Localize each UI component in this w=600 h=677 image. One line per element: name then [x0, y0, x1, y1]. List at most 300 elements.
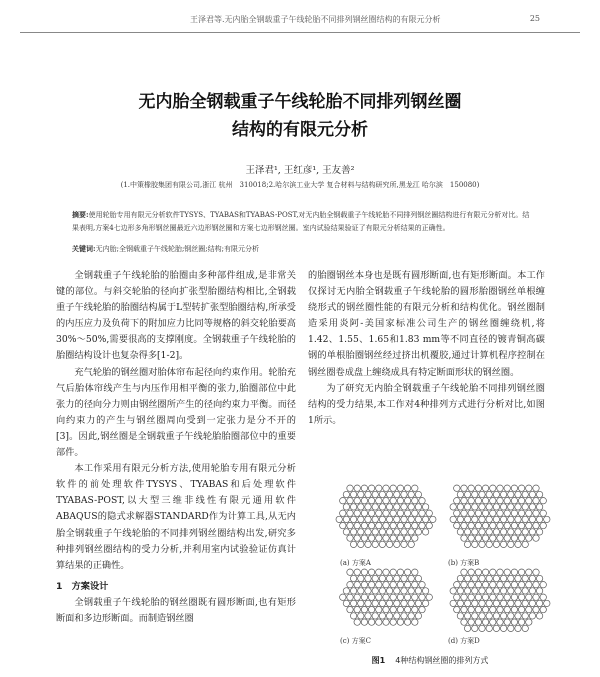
figure-title: 4种结构钢丝圈的排列方式 [395, 656, 489, 665]
wire-section [454, 594, 460, 600]
wire-section [390, 582, 396, 588]
wire-section [379, 504, 385, 510]
wire-section [365, 600, 371, 606]
wire-section [526, 535, 532, 541]
wire-section [515, 541, 521, 547]
affiliation: (1.中策橡胶集团有限公司,浙江 杭州 310018;2.哈尔滨工业大学 复合材料与结构研究所,黑龙江 哈尔滨 150080) [120, 181, 480, 189]
wire-section [540, 498, 546, 504]
wire-section [482, 522, 488, 528]
wire-section [508, 504, 514, 510]
wire-section [372, 529, 378, 535]
wire-section [343, 491, 349, 497]
wire-section [522, 541, 528, 547]
wire-section [368, 510, 374, 516]
title-line-2: 结构的有限元分析 [232, 120, 368, 140]
wire-section [511, 569, 517, 575]
wire-section [504, 485, 510, 491]
abstract-text: 使用轮胎专用有限元分析软件TYSYS、TYABAS和TYABAS-POST,对无内胎全钢载重子午线轮胎不同排列钢丝圈结构进行有限元分析对比。结果表明,方案4七边形多角形钢丝圈最近六边形钢丝圈和方案七边形钢丝圈。室内试验结果验证了有限元分析结果的正确性。 [72, 211, 530, 232]
wire-section [379, 529, 385, 535]
wire-section [422, 516, 428, 522]
wire-section [404, 510, 410, 516]
wire-section [401, 491, 407, 497]
wire-section [390, 510, 396, 516]
wire-section [365, 575, 371, 581]
wire-section [354, 606, 360, 612]
wire-section [486, 504, 492, 510]
wire-section [482, 535, 488, 541]
wire-section [419, 498, 425, 504]
wire-section [347, 582, 353, 588]
wire-section [343, 588, 349, 594]
wire-section [379, 541, 385, 547]
wire-section [461, 522, 467, 528]
wire-section [379, 613, 385, 619]
panel-a-diagram [336, 485, 436, 548]
wire-section [518, 522, 524, 528]
wire-section [390, 535, 396, 541]
wire-section [533, 498, 539, 504]
wire-section [515, 588, 521, 594]
wire-section [482, 619, 488, 625]
paragraph: 充气轮胎的钢丝圈对胎体帘布起径向约束作用。轮胎充气后胎体帘线产生与内压作用相平衡的张力,胎圈部位中此张力的径向分力则由钢丝圈所产生的径向约束力平衡。而径向约束力的产生与钢丝圈周向受到一定张力是分不开的[3]。因此,钢丝圈是全钢载重子午线轮胎胎圈部位中的重要部件。 [56, 366, 296, 459]
wire-section [479, 625, 485, 631]
wire-section [497, 606, 503, 612]
wire-section [461, 498, 467, 504]
wire-section [419, 582, 425, 588]
wire-section [401, 529, 407, 535]
wire-section [529, 600, 535, 606]
wire-section [401, 588, 407, 594]
wire-section [529, 516, 535, 522]
wire-section [486, 529, 492, 535]
wire-section [419, 510, 425, 516]
wire-section [508, 588, 514, 594]
wire-section [468, 619, 474, 625]
wire-section [383, 522, 389, 528]
wire-section [544, 516, 550, 522]
wire-section [354, 619, 360, 625]
wire-section [372, 575, 378, 581]
wire-section [383, 582, 389, 588]
wire-section [422, 600, 428, 606]
wire-section [479, 541, 485, 547]
wire-section [454, 485, 460, 491]
wire-section [354, 522, 360, 528]
wire-section [343, 516, 349, 522]
wire-section [358, 516, 364, 522]
wire-section [379, 600, 385, 606]
caption-a: (a) 方案A [340, 559, 371, 567]
wire-section [533, 535, 539, 541]
wire-section [475, 606, 481, 612]
wire-section [454, 498, 460, 504]
wire-section [394, 541, 400, 547]
wire-section [511, 535, 517, 541]
wire-section [533, 522, 539, 528]
wire-section [461, 485, 467, 491]
wire-section [475, 582, 481, 588]
wire-section [415, 588, 421, 594]
wire-section [479, 529, 485, 535]
wire-section [472, 588, 478, 594]
wire-section [518, 510, 524, 516]
wire-section [412, 606, 418, 612]
wire-section [397, 594, 403, 600]
wire-section [522, 491, 528, 497]
wire-section [408, 541, 414, 547]
wire-section [368, 535, 374, 541]
wire-section [493, 600, 499, 606]
wire-section [361, 619, 367, 625]
wire-section [497, 510, 503, 516]
wire-section [500, 529, 506, 535]
wire-section [450, 516, 456, 522]
wire-section [457, 575, 463, 581]
wire-section [401, 575, 407, 581]
wire-section [529, 504, 535, 510]
wire-section [354, 594, 360, 600]
wire-section [526, 606, 532, 612]
wire-section [368, 485, 374, 491]
wire-section [522, 600, 528, 606]
wire-section [508, 600, 514, 606]
wire-section [343, 504, 349, 510]
wire-section [500, 588, 506, 594]
wire-section [365, 529, 371, 535]
wire-section [497, 485, 503, 491]
abstract-label: 摘要: [72, 210, 89, 219]
wire-section [426, 594, 432, 600]
wire-section [368, 582, 374, 588]
wire-section [472, 600, 478, 606]
wire-section [394, 504, 400, 510]
wire-section [468, 606, 474, 612]
wire-section [415, 516, 421, 522]
wire-section [379, 491, 385, 497]
wire-section [354, 510, 360, 516]
wire-section [475, 594, 481, 600]
wire-section [343, 600, 349, 606]
wire-section [482, 510, 488, 516]
wire-section [361, 569, 367, 575]
wire-section [361, 535, 367, 541]
wire-section [412, 594, 418, 600]
wire-section [461, 619, 467, 625]
wire-section [504, 522, 510, 528]
wire-section [497, 535, 503, 541]
wire-section [464, 529, 470, 535]
body-column-left [56, 268, 296, 627]
wire-section [397, 569, 403, 575]
wire-section [397, 498, 403, 504]
wire-section [526, 619, 532, 625]
wire-section [358, 575, 364, 581]
wire-section [354, 498, 360, 504]
wire-section [500, 504, 506, 510]
section-heading: 1 方案设计 [56, 580, 109, 592]
wire-section [468, 485, 474, 491]
wire-section [415, 504, 421, 510]
wire-section [533, 606, 539, 612]
wire-section [404, 606, 410, 612]
wire-section [379, 516, 385, 522]
wire-section [340, 498, 346, 504]
wire-section [350, 516, 356, 522]
wire-section [404, 535, 410, 541]
wire-section [464, 600, 470, 606]
wire-section [397, 510, 403, 516]
wire-section [408, 600, 414, 606]
wire-section [386, 516, 392, 522]
wire-section [376, 498, 382, 504]
wire-section [358, 588, 364, 594]
wire-section [511, 619, 517, 625]
wire-section [354, 582, 360, 588]
wire-section [376, 510, 382, 516]
wire-section [361, 485, 367, 491]
wire-section [472, 491, 478, 497]
wire-section [464, 575, 470, 581]
wire-section [376, 594, 382, 600]
wire-section [386, 529, 392, 535]
wire-section [504, 619, 510, 625]
wire-section [404, 498, 410, 504]
wire-section [347, 522, 353, 528]
wire-section [350, 504, 356, 510]
wire-section [468, 594, 474, 600]
wire-section [404, 485, 410, 491]
title-line-1: 无内胎全钢载重子午线轮胎不同排列钢丝圈 [138, 92, 462, 112]
wire-section [482, 498, 488, 504]
figure-label: 图1 [371, 656, 386, 665]
wire-section [412, 510, 418, 516]
wire-section [376, 522, 382, 528]
wire-section [401, 516, 407, 522]
wire-section [518, 485, 524, 491]
wire-section [522, 613, 528, 619]
wire-section [526, 594, 532, 600]
wire-section [504, 582, 510, 588]
wire-section [390, 594, 396, 600]
wire-section [415, 575, 421, 581]
wire-section [347, 594, 353, 600]
wire-section [457, 504, 463, 510]
wire-section [415, 529, 421, 535]
wire-section [468, 569, 474, 575]
paper-title [40, 88, 560, 144]
wire-section [479, 600, 485, 606]
wire-section [361, 594, 367, 600]
caption-d: (d) 方案D [448, 637, 480, 645]
wire-section [522, 625, 528, 631]
wire-section [522, 529, 528, 535]
wire-section [500, 516, 506, 522]
running-title: 王泽君等.无内胎全钢载重子午线轮胎不同排列钢丝圈结构的有限元分析 [190, 15, 441, 24]
wire-section [515, 504, 521, 510]
wire-section [508, 575, 514, 581]
wire-section [533, 582, 539, 588]
wire-section [365, 588, 371, 594]
wire-section [343, 529, 349, 535]
wire-section [404, 594, 410, 600]
wire-section [397, 582, 403, 588]
wire-section [508, 529, 514, 535]
wire-section [386, 588, 392, 594]
wire-section [368, 498, 374, 504]
wire-section [486, 600, 492, 606]
wire-section [376, 569, 382, 575]
wire-section [347, 569, 353, 575]
wire-section [526, 485, 532, 491]
wire-section [493, 613, 499, 619]
wire-section [372, 588, 378, 594]
wire-section [526, 498, 532, 504]
wire-section [426, 522, 432, 528]
wire-section [511, 498, 517, 504]
wire-section [336, 516, 342, 522]
wire-section [482, 485, 488, 491]
wire-section [386, 600, 392, 606]
paragraph: 全钢载重子午线轮胎的胎圈由多种部件组成,是非常关键的部位。与斜交轮胎的径向扩张型胎圈结构相比,全钢载重子午线轮胎的胎圈结构属于L型转扩张型胎圈结构,所承受的内压应力及负荷下的附加应力比同等规格的斜交轮胎要高30%～50%,需要很高的支撑刚度。全钢载重子午线轮胎的胎圈结构设计也复杂得多[1-2]。 [56, 270, 296, 362]
wire-section [518, 582, 524, 588]
wire-section [450, 504, 456, 510]
wire-section [376, 485, 382, 491]
page-number: 25 [529, 14, 540, 23]
wire-section [464, 516, 470, 522]
wire-section [372, 541, 378, 547]
panel-b-diagram [450, 485, 550, 548]
wire-section [511, 485, 517, 491]
wire-section [383, 510, 389, 516]
wire-section [490, 606, 496, 612]
wire-section [340, 522, 346, 528]
wire-section [497, 498, 503, 504]
wire-section [497, 594, 503, 600]
wire-section [472, 504, 478, 510]
wire-section [536, 529, 542, 535]
authors: 王泽君¹, 王红彦¹, 王友善² [245, 165, 355, 176]
wire-section [490, 498, 496, 504]
wire-section [461, 535, 467, 541]
wire-section [518, 619, 524, 625]
wire-section [464, 613, 470, 619]
wire-section [358, 600, 364, 606]
wire-section [457, 516, 463, 522]
wire-section [504, 569, 510, 575]
panel-c-diagram [340, 569, 433, 625]
wire-section [368, 606, 374, 612]
wire-section [464, 504, 470, 510]
panel-d-diagram [450, 569, 550, 632]
wire-section [464, 625, 470, 631]
wire-section [383, 606, 389, 612]
wire-section [350, 613, 356, 619]
wire-section [529, 491, 535, 497]
wire-section [365, 613, 371, 619]
wire-section [404, 582, 410, 588]
wire-section [397, 535, 403, 541]
wire-section [511, 594, 517, 600]
wire-section [354, 569, 360, 575]
wire-section [372, 516, 378, 522]
wire-section [390, 619, 396, 625]
wire-section [408, 588, 414, 594]
wire-section [354, 535, 360, 541]
wire-section [526, 510, 532, 516]
paragraph: 本工作采用有限元分析方法,使用轮胎专用有限元分析软件的前处理软件TYSYS、TYABAS和后处理软件TYABAS-POST,以大型三维非线性有限元通用软件ABAQUS的隐式求解器STANDARD作为计算工具,从无内胎全钢载重子午线轮胎的不同排列钢丝圈结构出发,研究多种排列钢丝圈结构的受力分析,并利用室内试验验证仿真计算结果的正确性。 [56, 463, 296, 571]
wire-section [397, 606, 403, 612]
wire-section [486, 491, 492, 497]
wire-section [504, 535, 510, 541]
wire-section [533, 569, 539, 575]
wire-section [361, 582, 367, 588]
wire-section [365, 541, 371, 547]
wire-section [490, 510, 496, 516]
wire-section [401, 613, 407, 619]
wire-section [500, 491, 506, 497]
wire-section [412, 522, 418, 528]
wire-section [368, 594, 374, 600]
wire-section [508, 625, 514, 631]
wire-section [493, 625, 499, 631]
figure-caption [320, 655, 540, 666]
wire-section [529, 529, 535, 535]
wire-section [408, 491, 414, 497]
wire-section [475, 498, 481, 504]
wire-section [368, 569, 374, 575]
wire-section [461, 594, 467, 600]
wire-section [386, 613, 392, 619]
wire-section [350, 575, 356, 581]
wire-section [394, 588, 400, 594]
wire-section [379, 588, 385, 594]
wire-section [493, 541, 499, 547]
wire-section [412, 535, 418, 541]
wire-section [376, 606, 382, 612]
wire-section [472, 613, 478, 619]
wire-section [515, 613, 521, 619]
wire-section [390, 498, 396, 504]
wire-section [536, 504, 542, 510]
wire-section [500, 600, 506, 606]
wire-section [515, 529, 521, 535]
wire-section [412, 582, 418, 588]
wire-section [419, 594, 425, 600]
wire-section [376, 619, 382, 625]
wire-section [354, 485, 360, 491]
wire-section [383, 619, 389, 625]
wire-section [493, 516, 499, 522]
wire-section [522, 575, 528, 581]
wire-section [450, 588, 456, 594]
wire-section [511, 522, 517, 528]
wire-section [482, 582, 488, 588]
wire-section [408, 529, 414, 535]
wire-section [368, 619, 374, 625]
wire-section [376, 535, 382, 541]
wire-section [426, 510, 432, 516]
wire-section [518, 606, 524, 612]
wire-section [518, 569, 524, 575]
wire-section [497, 522, 503, 528]
wire-section [475, 619, 481, 625]
wire-section [493, 504, 499, 510]
paragraph: 全钢载重子午线轮胎的钢丝圈既有圆形断面,也有矩形断面和多边形断面。而制造钢丝圈 [56, 596, 296, 624]
wire-section [347, 535, 353, 541]
wire-section [500, 575, 506, 581]
wire-section [479, 575, 485, 581]
wire-section [340, 594, 346, 600]
